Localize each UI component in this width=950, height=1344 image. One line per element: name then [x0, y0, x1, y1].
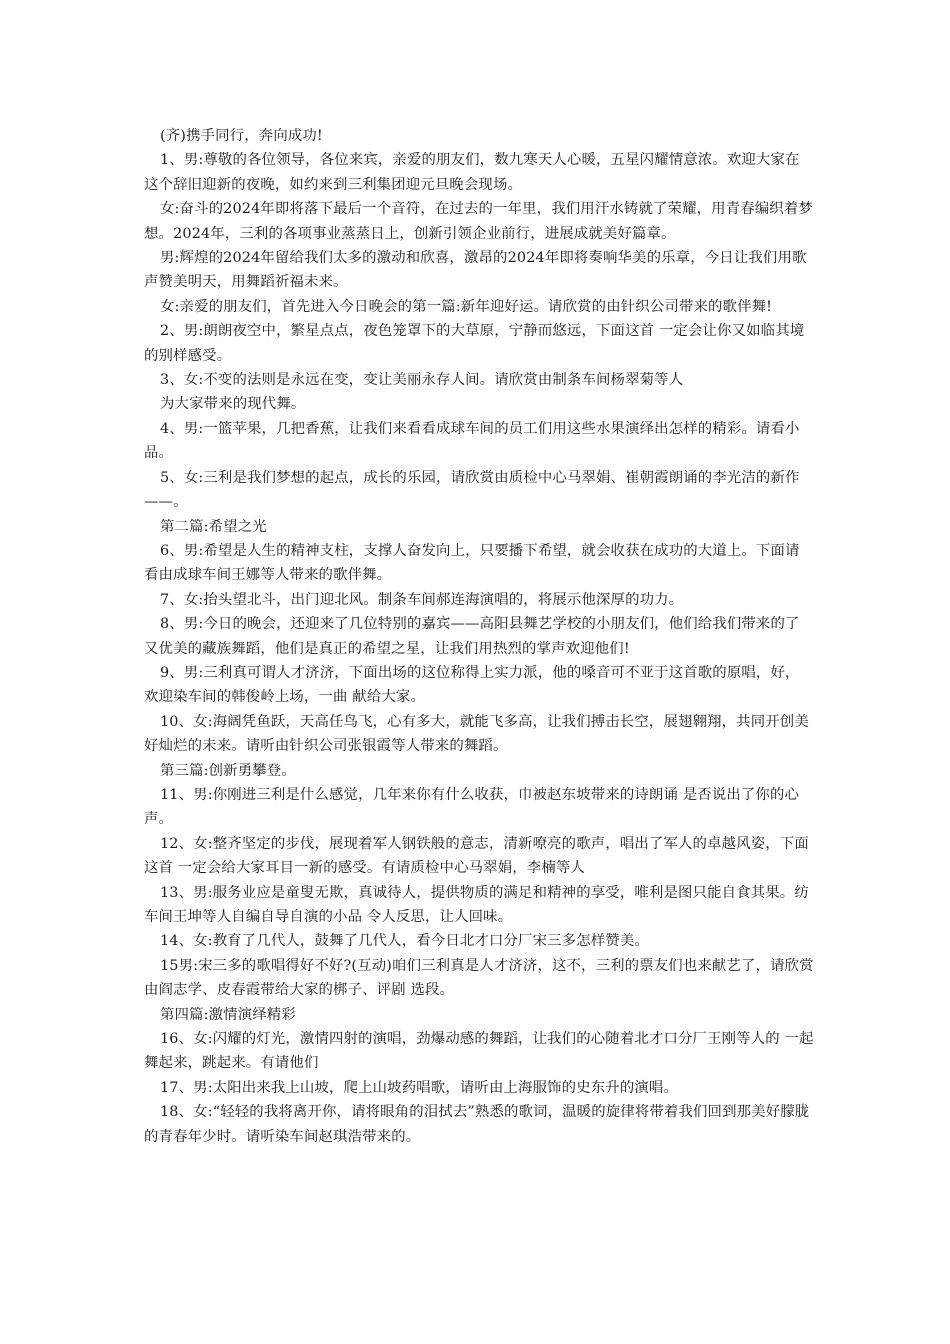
paragraph: 12、女:整齐坚定的步伐，展现着军人钢铁般的意志，清新嘹亮的歌声，唱出了军人的卓越风姿，下面这首 一定会给大家耳目一新的感受。有请质检中心马翠娟，李楠等人: [144, 835, 809, 877]
paragraph: 16、女:闪耀的灯光，激情四射的演唱，劲爆动感的舞蹈，让我们的心随着北才口分厂王刚等人的 一起舞起来，跳起来。有请他们: [144, 1031, 814, 1072]
paragraph: 7、女:抬头望北斗，出门迎北风。制条车间郝连海演唱的，将展示他深厚的功力。: [160, 591, 684, 608]
paragraph: 6、男:希望是人生的精神支柱，支撑人奋发向上，只要播下希望，就会收获在成功的大道上。下面请看由成球车间王娜等人带来的歌伴舞。: [144, 542, 800, 584]
paragraph: 17、男:太阳出来我上山坡，爬上山坡药唱歌，请听由上海服饰的史东升的演唱。: [160, 1079, 678, 1096]
paragraph: 为大家带来的现代舞。: [160, 396, 306, 413]
paragraph: 男:辉煌的2024年留给我们太多的激动和欣喜，激昂的2024年即将奏响华美的乐章，今日让我们用歌声赞美明天，用舞蹈祈福未来。: [144, 250, 807, 291]
paragraph: 1、男:尊敬的各位领导，各位来宾，亲爱的朋友们，数九寒天人心暖，五星闪耀情意浓。欢迎大家在这个辞旧迎新的夜晚，如约来到三利集团迎元旦晚会现场。: [144, 152, 800, 193]
section-heading: 第三篇:创新勇攀登。: [160, 762, 296, 779]
paragraph: 10、女:海阔凭鱼跃，天高任鸟飞，心有多大，就能飞多高，让我们搏击长空，展翅翱翔，共同开创美好灿烂的未来。请听由针织公司张银霞等人带来的舞蹈。: [144, 713, 809, 755]
paragraph: 11、男:你刚进三利是什么感觉，几年来你有什么收获，巾被赵东坡带来的诗朗诵 是否说出了你的心声。: [144, 786, 800, 828]
paragraph: 13、男:服务业应是童叟无欺，真诚待人，提供物质的满足和精神的享受，唯利是图只能自食其果。纺车间王坤等人自编自导自演的小品 令人反思，让人回味。: [144, 884, 809, 925]
paragraph: 4、男:一篮苹果，几把香蕉，让我们来看看成球车间的员工们用这些水果演绎出怎样的精彩。请看小品。: [144, 420, 800, 462]
paragraph: 8、男:今日的晚会，还迎来了几位特别的嘉宾——高阳县舞艺学校的小朋友们，他们给我们带来的了又优美的藏族舞蹈，他们是真正的希望之星，让我们用热烈的掌声欢迎他们!: [144, 616, 800, 657]
section-heading: 第二篇:希望之光: [160, 518, 267, 535]
paragraph: 14、女:教育了几代人，鼓舞了几代人，看今日北才口分厂宋三多怎样赞美。: [160, 933, 649, 950]
paragraph: 18、女:“轻轻的我将离开你，请将眼角的泪拭去”熟悉的歌词，温暖的旋律将带着我们回到那美好朦胧的青春年少时。请听染车间赵琪浩带来的。: [144, 1104, 810, 1145]
paragraph: 5、女:三利是我们梦想的起点，成长的乐园，请欣赏由质检中心马翠娟、崔朝霞朗诵的李光洁的新作——。: [144, 469, 800, 511]
paragraph: 3、女:不变的法则是永远在变，变让美丽永存人间。请欣赏由制条车间杨翠菊等人: [160, 372, 684, 389]
paragraph: 15男:宋三多的歌唱得好不好?(互动)咱们三利真是人才济济，这不，三利的票友们也来献艺了，请欣赏由阎志学、皮春霞带给大家的梆子、评剧 选段。: [144, 957, 814, 999]
paragraph: 2、男:朗朗夜空中，繁星点点，夜色笼罩下的大草原，宁静而悠远，下面这首 一定会让你又如临其境的别样感受。: [144, 323, 805, 364]
section-heading: 第四篇:激情演绎精彩: [160, 1006, 296, 1023]
document-body: [144, 124, 814, 1149]
paragraph: 9、男:三利真可谓人才济济，下面出场的这位称得上实力派，他的嗓音可不亚于这首歌的原唱，好，欢迎染车间的韩俊岭上场，一曲 献给大家。: [144, 664, 800, 706]
paragraph: (齐)携手同行，奔向成功!: [160, 128, 323, 144]
paragraph: 女:亲爱的朋友们，首先进入今日晚会的第一篇:新年迎好运。请欣赏的由针织公司带来的歌伴舞!: [160, 298, 773, 315]
paragraph: 女:奋斗的2024年即将落下最后一个音符，在过去的一年里，我们用汗水铸就了荣耀，用青春编织着梦想。2024年，三利的各项事业蒸蒸日上，创新引领企业前行，进展成就美好篇章。: [144, 201, 813, 242]
